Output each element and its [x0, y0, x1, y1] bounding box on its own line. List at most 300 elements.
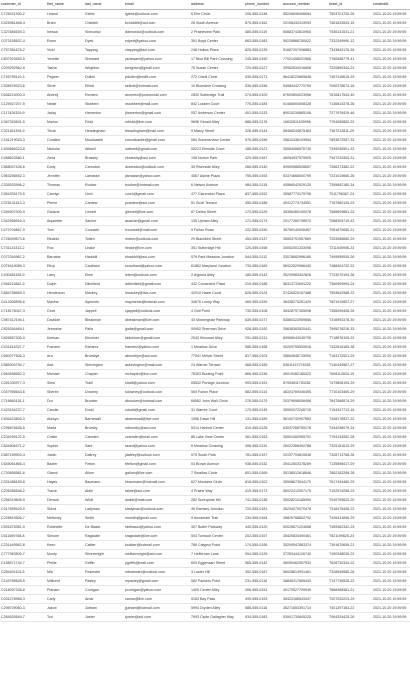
cell-last-name: Urch	[84, 190, 124, 199]
cell-created-at: 2021-10-20 19:59:59	[372, 352, 410, 361]
cell-first-name: Ada	[46, 361, 84, 370]
table-row	[0, 388, 410, 397]
table-row	[0, 253, 410, 262]
cell-created-at: 2021-10-20 19:59:59	[372, 145, 410, 154]
cell-address: 9 Marcy Street	[190, 127, 244, 136]
cell-address: 2 Algoma Alley	[190, 271, 244, 280]
cell-first-name: Dru	[46, 397, 84, 406]
cell-phone-number: 934-555-0183	[244, 613, 282, 622]
cell-email: jlamasse@yahoo.com	[124, 172, 190, 181]
cell-first-name: Carolyn	[46, 190, 84, 199]
cell-customer-id: C430481155-9	[0, 271, 46, 280]
cell-customer-id: C493666323-8	[0, 145, 46, 154]
cell-customer-id: C563698562-3	[0, 370, 46, 379]
cell-ticket-id: T140449587-27	[328, 361, 372, 370]
cell-created-at: 2021-10-20 19:59:59	[372, 505, 410, 514]
cell-created-at: 2021-10-20 19:59:59	[372, 334, 410, 343]
cell-customer-id: C645061866-4	[0, 460, 46, 469]
cell-phone-number: 440-555-0120	[244, 523, 282, 532]
cell-customer-id: C331488189-8	[0, 478, 46, 487]
cell-ticket-id: T794134552-28	[328, 433, 372, 442]
cell-ticket-id: T426431696-29	[328, 514, 372, 523]
cell-email: sdowney@outlook.com	[124, 388, 190, 397]
cell-last-name: Headingham	[84, 127, 124, 136]
cell-customer-id: C725421930-2	[0, 10, 46, 19]
cell-first-name: Coraline	[46, 136, 84, 145]
cell-last-name: Wildt	[84, 496, 124, 505]
cell-customer-id: C327846539-3	[0, 28, 46, 37]
cell-customer-id: C231449562-8	[0, 541, 46, 550]
cell-ticket-id: T135598417-29	[328, 460, 372, 469]
table-row	[0, 307, 410, 316]
cell-customer-id: C296876636-5	[0, 424, 46, 433]
cell-phone-number: 361-555-0153	[244, 433, 282, 442]
table-row	[0, 469, 410, 478]
table-row	[0, 325, 410, 334]
cell-created-at: 2021-10-20 19:59:59	[372, 343, 410, 352]
cell-ticket-id: T391670659-21	[328, 541, 372, 550]
column-header-last-name: last_name	[84, 0, 124, 10]
cell-created-at: 2021-10-20 19:59:59	[372, 478, 410, 487]
cell-account-number: 53901730845225	[282, 613, 328, 622]
cell-created-at: 2021-10-20 19:59:59	[372, 199, 410, 208]
cell-phone-number: 328-555-0144	[244, 127, 282, 136]
cell-address: 1558 Dawn Hill	[190, 415, 244, 424]
cell-last-name: Ragsdale	[84, 532, 124, 541]
cell-customer-id: C149789828-5	[0, 577, 46, 586]
cell-email: taldie@aol.com	[124, 487, 190, 496]
cell-email: theadingham@mail.com	[124, 127, 190, 136]
cell-customer-id: C660077606-3	[0, 352, 46, 361]
table-row	[0, 334, 410, 343]
cell-last-name: Ditchfield	[84, 280, 124, 289]
cell-ticket-id: T163172521-29	[328, 352, 372, 361]
cell-first-name: Sheree	[46, 388, 84, 397]
cell-email: trooker@hotmail.com	[124, 181, 190, 190]
cell-created-at: 2021-10-20 19:59:59	[372, 19, 410, 28]
cell-created-at: 2021-10-20 19:59:59	[372, 118, 410, 127]
cell-ticket-id: T147736528-22	[328, 577, 372, 586]
cell-address: 29 Blackbird Street	[190, 235, 244, 244]
table-row	[0, 523, 410, 532]
cell-last-name: Leake	[84, 244, 124, 253]
cell-created-at: 2021-10-20 19:59:59	[372, 577, 410, 586]
table-row	[0, 379, 410, 388]
cell-account-number: 35664646715090	[282, 352, 328, 361]
cell-email: abrumbye@aol.com	[124, 352, 190, 361]
column-header-account-number: account_number	[282, 0, 328, 10]
cell-account-number: 56418223665648	[282, 73, 328, 82]
cell-ticket-id: T536131531-21	[328, 28, 372, 37]
cell-email: camar@live.com	[124, 595, 190, 604]
cell-first-name: Dolph	[46, 280, 84, 289]
cell-email: mbrumby@aol.com	[124, 424, 190, 433]
cell-last-name: Barnewall	[84, 415, 124, 424]
cell-address: 4 Golf Point	[190, 307, 244, 316]
cell-first-name: Monty	[46, 550, 84, 559]
cell-last-name: Attwell	[84, 145, 124, 154]
cell-ticket-id: T760658779-41	[328, 55, 372, 64]
cell-address: 6 Meadow Crossing	[190, 442, 244, 451]
cell-email: ysheward@yahoo.com	[124, 55, 190, 64]
cell-account-number: 35271853391714	[282, 604, 328, 613]
cell-ticket-id: T328549586-26	[328, 568, 372, 577]
cell-first-name: Larry	[46, 271, 84, 280]
cell-first-name: Franzen	[46, 343, 84, 352]
cell-email: mfeamster@outlook.com	[124, 568, 190, 577]
cell-address: 351 Sutteridge Hill	[190, 244, 244, 253]
cell-created-at: 2021-10-20 19:59:59	[372, 217, 410, 226]
cell-customer-id: C367353691-5	[0, 118, 46, 127]
cell-account-number: 40170527799949	[282, 586, 328, 595]
cell-phone-number: 206-555-0148	[244, 10, 282, 19]
cell-address: 084 Summerview Center	[190, 136, 244, 145]
cell-account-number: 35204070070478	[282, 505, 328, 514]
cell-phone-number: 825-555-0135	[244, 46, 282, 55]
cell-last-name: Sheward	[84, 55, 124, 64]
cell-phone-number: 274-555-0109	[244, 91, 282, 100]
cell-account-number: 35810436193954	[282, 136, 328, 145]
cell-address: 4 Prairie Way	[190, 487, 244, 496]
cell-created-at: 2021-10-20 19:59:59	[372, 46, 410, 55]
table-row	[0, 73, 410, 82]
cell-account-number: 59228868750522	[282, 37, 328, 46]
cell-email: gallom@live.com	[124, 469, 190, 478]
cell-email: pdullen@rediff.com	[124, 73, 190, 82]
cell-first-name: Stew	[46, 379, 84, 388]
cell-address: 17 Blue Bill Park Crossing	[190, 55, 244, 64]
cell-phone-number: 994-555-0126	[244, 550, 282, 559]
cell-account-number: 20197794815548	[282, 451, 328, 460]
cell-account-number: 35591082955791	[282, 433, 328, 442]
cell-first-name: Demott	[46, 496, 84, 505]
cell-email: jhamerton@gmail.com	[124, 109, 190, 118]
cell-account-number: 20379698006498	[282, 397, 328, 406]
cell-phone-number: 499-555-0193	[244, 595, 282, 604]
cell-ticket-id: T710103460-29	[328, 388, 372, 397]
cell-address: 6 Nelson Avenue	[190, 181, 244, 190]
table-row	[0, 145, 410, 154]
cell-first-name: Aldwyn	[46, 415, 84, 424]
cell-ticket-id: T060378674-16	[328, 82, 372, 91]
cell-last-name: Ladyman	[84, 505, 124, 514]
cell-email: framirez@yahoo.com	[124, 343, 190, 352]
cell-account-number: 54984442770759	[282, 82, 328, 91]
cell-email: hmackey@live.com	[124, 289, 190, 298]
cell-address: 1405 Center Alley	[190, 586, 244, 595]
cell-account-number: 55226698406654	[282, 10, 328, 19]
cell-email: askevington@mail.com	[124, 361, 190, 370]
cell-email: lglebe@outlook.com	[124, 10, 190, 19]
cell-created-at: 2021-10-20 19:59:59	[372, 226, 410, 235]
cell-email: cdodd@gmail.com	[124, 406, 190, 415]
cell-address: 87 Debra Street	[190, 208, 244, 217]
cell-ticket-id: T868498381-21	[328, 586, 372, 595]
cell-customer-id: C226358548-2	[0, 487, 46, 496]
cell-customer-id: C425961848-4	[0, 19, 46, 28]
cell-phone-number: 530-555-0171	[244, 73, 282, 82]
cell-created-at: 2021-10-20 19:59:59	[372, 64, 410, 73]
cell-first-name: Tracie	[46, 487, 84, 496]
cell-customer-id: C726049573-6	[0, 235, 46, 244]
cell-ticket-id: T367212811-29	[328, 127, 372, 136]
cell-phone-number: 663-555-0183	[244, 37, 282, 46]
cell-address: 248 Hollow Place	[190, 46, 244, 55]
cell-last-name: Cardew	[84, 199, 124, 208]
cell-last-name: Counsell	[84, 226, 124, 235]
table-row	[0, 532, 410, 541]
cell-ticket-id: T495959530-26	[328, 253, 372, 262]
cell-email: dbleakman@live.com	[124, 316, 190, 325]
cell-address: 61862 Maryland Junction	[190, 262, 244, 271]
cell-created-at: 2021-10-20 19:59:59	[372, 487, 410, 496]
cell-phone-number: 173-555-0129	[244, 208, 282, 217]
cell-last-name: Haddrill	[84, 253, 124, 262]
cell-created-at: 2021-10-20 19:59:59	[372, 433, 410, 442]
table-row	[0, 37, 410, 46]
cell-address: 605 Eggendart Street	[190, 559, 244, 568]
cell-phone-number: 626-555-0124	[244, 289, 282, 298]
cell-customer-id: C335533996-2	[0, 181, 46, 190]
cell-customer-id: C757381678-2	[0, 46, 46, 55]
cell-email: curch@gmail.com	[124, 190, 190, 199]
cell-address: 477 Clarendon Plaza	[190, 190, 244, 199]
cell-account-number: 36846317665443	[282, 577, 328, 586]
cell-last-name: Mackey	[84, 289, 124, 298]
cell-phone-number: 816-555-0102	[244, 478, 282, 487]
cell-account-number: 35138512618848	[282, 469, 328, 478]
cell-address: 7 Swallow Circle	[190, 469, 244, 478]
cell-address: 786 Calypso Point	[190, 541, 244, 550]
cell-created-at: 2021-10-20 19:59:59	[372, 523, 410, 532]
cell-address: 6 Elm Circle	[190, 10, 244, 19]
table-row	[0, 262, 410, 271]
cell-customer-id: C264525549-7	[0, 613, 46, 622]
table-row	[0, 433, 410, 442]
cell-email: kkitchiner@gmail.com	[124, 334, 190, 343]
cell-ticket-id: T136814378-26	[328, 100, 372, 109]
cell-customer-id: C458623580-1	[0, 154, 46, 163]
cell-first-name: Neale	[46, 100, 84, 109]
cell-created-at: 2021-10-20 19:59:59	[372, 460, 410, 469]
cell-address: 10 Bluestem Crossing	[190, 82, 244, 91]
cell-customer-id: C636214000-3	[0, 91, 46, 100]
cell-ticket-id: T685809881-22	[328, 208, 372, 217]
cell-email: jdaltrey@outlook.com	[124, 451, 190, 460]
table-row	[0, 568, 410, 577]
cell-customer-id: C394907009-9	[0, 208, 46, 217]
cell-address: 51 Scott Terrace	[190, 199, 244, 208]
cell-customer-id: C266319608-9	[0, 496, 46, 505]
cell-first-name: Anjanette	[46, 217, 84, 226]
cell-created-at: 2021-10-20 19:59:59	[372, 586, 410, 595]
cell-email: nstubbert@mail.com	[124, 100, 190, 109]
cell-created-at: 2021-10-20 19:59:59	[372, 154, 410, 163]
cell-address: 9 Annamark Trail	[190, 514, 244, 523]
cell-customer-id: C378131613-3	[0, 199, 46, 208]
cell-email: tcounsell@mail.com	[124, 226, 190, 235]
cell-phone-number: 174-555-0195	[244, 541, 282, 550]
cell-first-name: Michael	[46, 370, 84, 379]
cell-address: 34676 Loney Way	[190, 298, 244, 307]
cell-account-number: 35829768802792	[282, 514, 328, 523]
cell-first-name: Bram	[46, 19, 84, 28]
table-row	[0, 487, 410, 496]
cell-phone-number: 120-555-0198	[244, 244, 282, 253]
cell-created-at: 2021-10-20 19:59:59	[372, 370, 410, 379]
cell-address: 00952 Sherman Drive	[190, 325, 244, 334]
cell-ticket-id: T102574258-23	[328, 487, 372, 496]
cell-phone-number: 586-555-0168	[244, 343, 282, 352]
table-row	[0, 361, 410, 370]
cell-phone-number: 186-555-0121	[244, 145, 282, 154]
table-row	[0, 298, 410, 307]
cell-phone-number: 480-555-0119	[244, 28, 282, 37]
cell-address: 31 Warrior Court	[190, 406, 244, 415]
cell-first-name: Ewen	[46, 37, 84, 46]
table-row	[0, 226, 410, 235]
cell-first-name: Ara	[46, 352, 84, 361]
table-row	[0, 451, 410, 460]
cell-address: 7993 Clyde Gallagher Way	[190, 613, 244, 622]
cell-last-name: Dodd	[84, 406, 124, 415]
cell-account-number: 49019482166320	[282, 370, 328, 379]
cell-address: 5314 Harbort Center	[190, 424, 244, 433]
cell-address: 1 Meadow Drive	[190, 343, 244, 352]
cell-last-name: Glebe	[84, 10, 124, 19]
cell-email: lelem@outlook.com	[124, 271, 190, 280]
cell-customer-id: C745795110-3	[0, 73, 46, 82]
cell-phone-number: 392-555-0187	[244, 568, 282, 577]
cell-address: 975 South Park	[190, 451, 244, 460]
cell-last-name: Elliott	[84, 82, 124, 91]
cell-account-number: 58468244875483	[282, 127, 328, 136]
cell-created-at: 2021-10-20 19:59:59	[372, 604, 410, 613]
cell-ticket-id: T154347713-16	[328, 406, 372, 415]
cell-phone-number: 170-555-0145	[244, 406, 282, 415]
cell-last-name: De Blasio	[84, 523, 124, 532]
cell-phone-number: 202-555-0157	[244, 532, 282, 541]
cell-email: bchiddell@aol.com	[124, 19, 190, 28]
cell-ticket-id: T787960130-23	[328, 199, 372, 208]
cell-address: 9 Fulton Road	[190, 226, 244, 235]
cell-customer-id: C954335179-5	[0, 190, 46, 199]
cell-account-number: 35420833490461	[282, 532, 328, 541]
cell-account-number: 35356460100078	[282, 208, 328, 217]
cell-first-name: Andreij	[46, 91, 84, 100]
table-row	[0, 118, 410, 127]
cell-account-number: 35587773179798	[282, 190, 328, 199]
cell-ticket-id: T432615165-38	[328, 343, 372, 352]
cell-phone-number: 866-555-0136	[244, 370, 282, 379]
cell-first-name: Marion	[46, 118, 84, 127]
cell-created-at: 2021-10-20 19:59:59	[372, 244, 410, 253]
cell-ticket-id: T064334425-26	[328, 613, 372, 622]
cell-account-number: 35590072245715	[282, 406, 328, 415]
cell-account-number: 35598673544170	[282, 478, 328, 487]
cell-phone-number: 291-555-0131	[244, 334, 282, 343]
cell-first-name: Dody	[46, 163, 84, 172]
cell-created-at: 2021-10-20 19:59:59	[372, 127, 410, 136]
table-row	[0, 424, 410, 433]
cell-phone-number: 928-555-0192	[244, 325, 282, 334]
cell-last-name: Corrigan	[84, 586, 124, 595]
cell-account-number: 30052001333098	[282, 244, 328, 253]
table-row	[0, 478, 410, 487]
cell-address: 9696 Gerald Alley	[190, 118, 244, 127]
cell-created-at: 2021-10-20 19:59:59	[372, 163, 410, 172]
cell-ticket-id: T049795620-20	[328, 496, 372, 505]
cell-address: 391 Boyd Center	[190, 37, 244, 46]
cell-email: ccamden@mail.com	[124, 433, 190, 442]
cell-created-at: 2021-10-20 19:59:59	[372, 253, 410, 262]
cell-address: 057 Anderson Center	[190, 109, 244, 118]
cell-ticket-id: T995276226-33	[328, 325, 372, 334]
cell-phone-number: 245-555-0190	[244, 55, 282, 64]
cell-phone-number: 565-555-0142	[244, 559, 282, 568]
cell-last-name: Dullen	[84, 73, 124, 82]
cell-created-at: 2021-10-20 19:59:59	[372, 37, 410, 46]
cell-last-name: Rooker	[84, 181, 124, 190]
cell-last-name: Ayments	[84, 298, 124, 307]
cell-ticket-id: T081870650-21	[328, 226, 372, 235]
cell-ticket-id: T488404732-22	[328, 262, 372, 271]
cell-customer-id: C511569768-8	[0, 532, 46, 541]
cell-created-at: 2021-10-20 19:59:59	[372, 442, 410, 451]
cell-phone-number: 993-555-0191	[244, 379, 282, 388]
cell-first-name: Silvie	[46, 82, 84, 91]
cell-created-at: 2021-10-20 19:59:59	[372, 397, 410, 406]
table-row	[0, 136, 410, 145]
table-row	[0, 208, 410, 217]
cell-address: 500 Fulton Place	[190, 388, 244, 397]
cell-address: 03 Brown Avenue	[190, 460, 244, 469]
cell-address: 3 Luster Hill	[190, 568, 244, 577]
cell-phone-number: 588-555-0118	[244, 604, 282, 613]
cell-first-name: Keen	[46, 541, 84, 550]
cell-phone-number: 231-555-0116	[244, 577, 282, 586]
cell-email: rtotten@outlook.com	[124, 235, 190, 244]
cell-email: nattwell@gmail.com	[124, 145, 190, 154]
cell-account-number: 63611157274535	[282, 361, 328, 370]
cell-account-number: 35239983402828	[282, 271, 328, 280]
cell-phone-number: 536-555-0156	[244, 82, 282, 91]
cell-created-at: 2021-10-20 19:59:59	[372, 496, 410, 505]
cell-created-at: 2021-10-20 19:59:59	[372, 316, 410, 325]
cell-first-name: Thomas	[46, 181, 84, 190]
cell-ticket-id: T231019660-26	[328, 172, 372, 181]
cell-ticket-id: T461833543-15	[328, 19, 372, 28]
cell-first-name: Henderson	[46, 289, 84, 298]
cell-last-name: Elem	[84, 271, 124, 280]
cell-first-name: Pegeen	[46, 73, 84, 82]
cell-email: pgriffin@mail.com	[124, 559, 190, 568]
cell-account-number: 56028814991461	[282, 568, 328, 577]
cell-last-name: Downey	[84, 388, 124, 397]
cell-created-at: 2021-10-20 19:59:59	[372, 532, 410, 541]
cell-last-name: Jutham	[84, 604, 124, 613]
cell-customer-id: C684758559-3	[0, 289, 46, 298]
cell-account-number: 26022366492788	[282, 442, 328, 451]
cell-last-name: Ramirez	[84, 343, 124, 352]
cell-email: tjuster@aol.com	[124, 613, 190, 622]
cell-address: 76 Susan Center	[190, 64, 244, 73]
table-row	[0, 154, 410, 163]
cell-account-number: 35028210185990	[282, 496, 328, 505]
cell-ticket-id: T608112834-19	[328, 370, 372, 379]
cell-ticket-id: T220890344-23	[328, 64, 372, 73]
cell-customer-id: C720656581-6	[0, 469, 46, 478]
